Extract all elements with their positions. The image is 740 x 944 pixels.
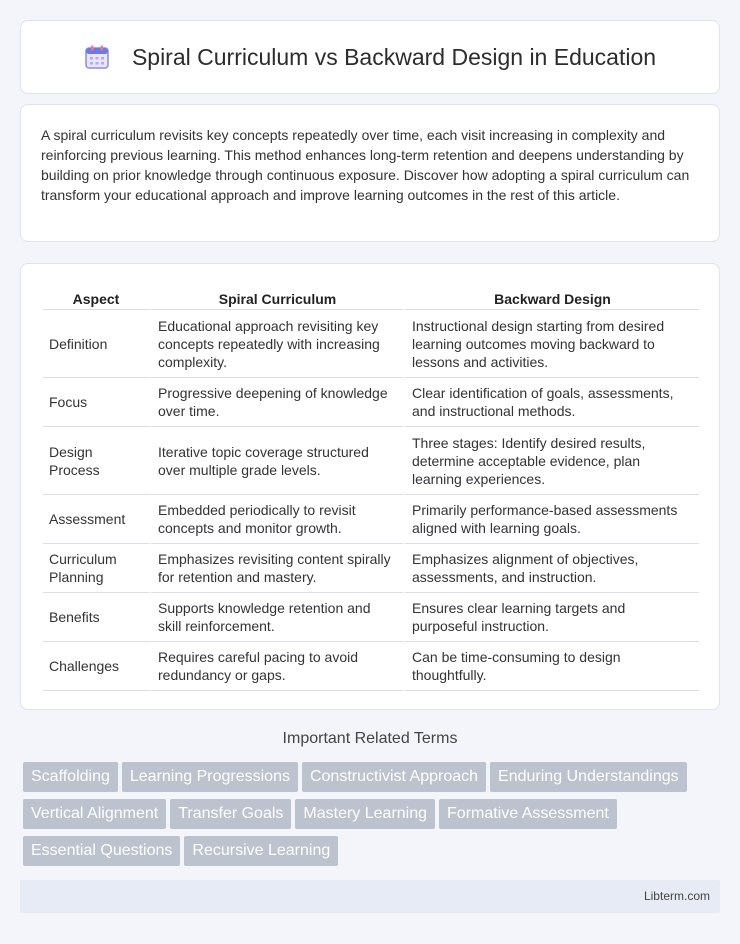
table-row bbox=[43, 593, 699, 642]
table-header-row bbox=[43, 284, 699, 310]
table-cell-spiral: Educational approach revisiting key concepts repeatedly with increasing complexity. bbox=[149, 310, 403, 378]
related-term-tag[interactable]: Transfer Goals bbox=[170, 799, 291, 829]
intro-text: A spiral curriculum revisits key concepts repeatedly over time, each visit increasing in complexity and reinforcing previous learning. This method enhances long-term retention and deepens understanding by building on prior knowledge through continuous exposure. Discover how adopting a spiral curriculum can transform your educational approach and improve learning outcomes in the rest of this article. bbox=[41, 127, 690, 203]
column-header-spiral: Spiral Curriculum bbox=[149, 284, 403, 310]
related-terms-list bbox=[23, 762, 723, 873]
intro-card bbox=[20, 104, 720, 242]
table-cell-backward: Ensures clear learning targets and purposeful instruction. bbox=[403, 593, 699, 642]
related-term-tag[interactable]: Recursive Learning bbox=[184, 836, 338, 866]
related-term-tag[interactable]: Enduring Understandings bbox=[490, 762, 687, 792]
comparison-table bbox=[43, 284, 699, 691]
comparison-table-card bbox=[20, 263, 720, 710]
table-row bbox=[43, 378, 699, 427]
table-row bbox=[43, 642, 699, 691]
related-term-tag[interactable]: Vertical Alignment bbox=[23, 799, 166, 829]
table-row bbox=[43, 427, 699, 495]
table-cell-aspect: Challenges bbox=[43, 642, 149, 691]
related-term-tag[interactable]: Constructivist Approach bbox=[302, 762, 486, 792]
table-cell-aspect: Definition bbox=[43, 310, 149, 378]
related-term-tag[interactable]: Formative Assessment bbox=[439, 799, 617, 829]
table-cell-backward: Can be time-consuming to design thoughtfully. bbox=[403, 642, 699, 691]
related-term-tag[interactable]: Scaffolding bbox=[23, 762, 118, 792]
title-card bbox=[20, 20, 720, 94]
table-cell-backward: Emphasizes alignment of objectives, assessments, and instruction. bbox=[403, 544, 699, 593]
table-cell-backward: Instructional design starting from desired learning outcomes moving backward to lessons and activities. bbox=[403, 310, 699, 378]
table-row bbox=[43, 310, 699, 378]
related-term-tag[interactable]: Learning Progressions bbox=[122, 762, 298, 792]
table-cell-spiral: Supports knowledge retention and skill reinforcement. bbox=[149, 593, 403, 642]
table-cell-spiral: Emphasizes revisiting content spirally for retention and mastery. bbox=[149, 544, 403, 593]
table-cell-spiral: Progressive deepening of knowledge over time. bbox=[149, 378, 403, 427]
related-term-tag[interactable]: Essential Questions bbox=[23, 836, 180, 866]
table-cell-aspect: Benefits bbox=[43, 593, 149, 642]
table-cell-backward: Primarily performance-based assessments aligned with learning goals. bbox=[403, 495, 699, 544]
footer bbox=[20, 880, 720, 913]
column-header-backward: Backward Design bbox=[403, 284, 699, 310]
table-cell-aspect: Curriculum Planning bbox=[43, 544, 149, 593]
footer-site-link[interactable]: Libterm.com bbox=[643, 889, 710, 903]
page-title: Spiral Curriculum vs Backward Design in Education bbox=[131, 43, 657, 70]
table-cell-backward: Three stages: Identify desired results, determine acceptable evidence, plan learning experiences. bbox=[403, 427, 699, 495]
table-cell-aspect: Assessment bbox=[43, 495, 149, 544]
table-row bbox=[43, 544, 699, 593]
table-cell-backward: Clear identification of goals, assessments, and instructional methods. bbox=[403, 378, 699, 427]
table-row bbox=[43, 495, 699, 544]
column-header-aspect: Aspect bbox=[43, 284, 149, 310]
table-cell-spiral: Embedded periodically to revisit concepts and monitor growth. bbox=[149, 495, 403, 544]
table-cell-spiral: Iterative topic coverage structured over multiple grade levels. bbox=[149, 427, 403, 495]
calendar-icon bbox=[84, 44, 110, 70]
table-cell-aspect: Design Process bbox=[43, 427, 149, 495]
related-term-tag[interactable]: Mastery Learning bbox=[295, 799, 435, 829]
related-terms-heading: Important Related Terms bbox=[282, 730, 458, 747]
table-cell-spiral: Requires careful pacing to avoid redundancy or gaps. bbox=[149, 642, 403, 691]
table-cell-aspect: Focus bbox=[43, 378, 149, 427]
